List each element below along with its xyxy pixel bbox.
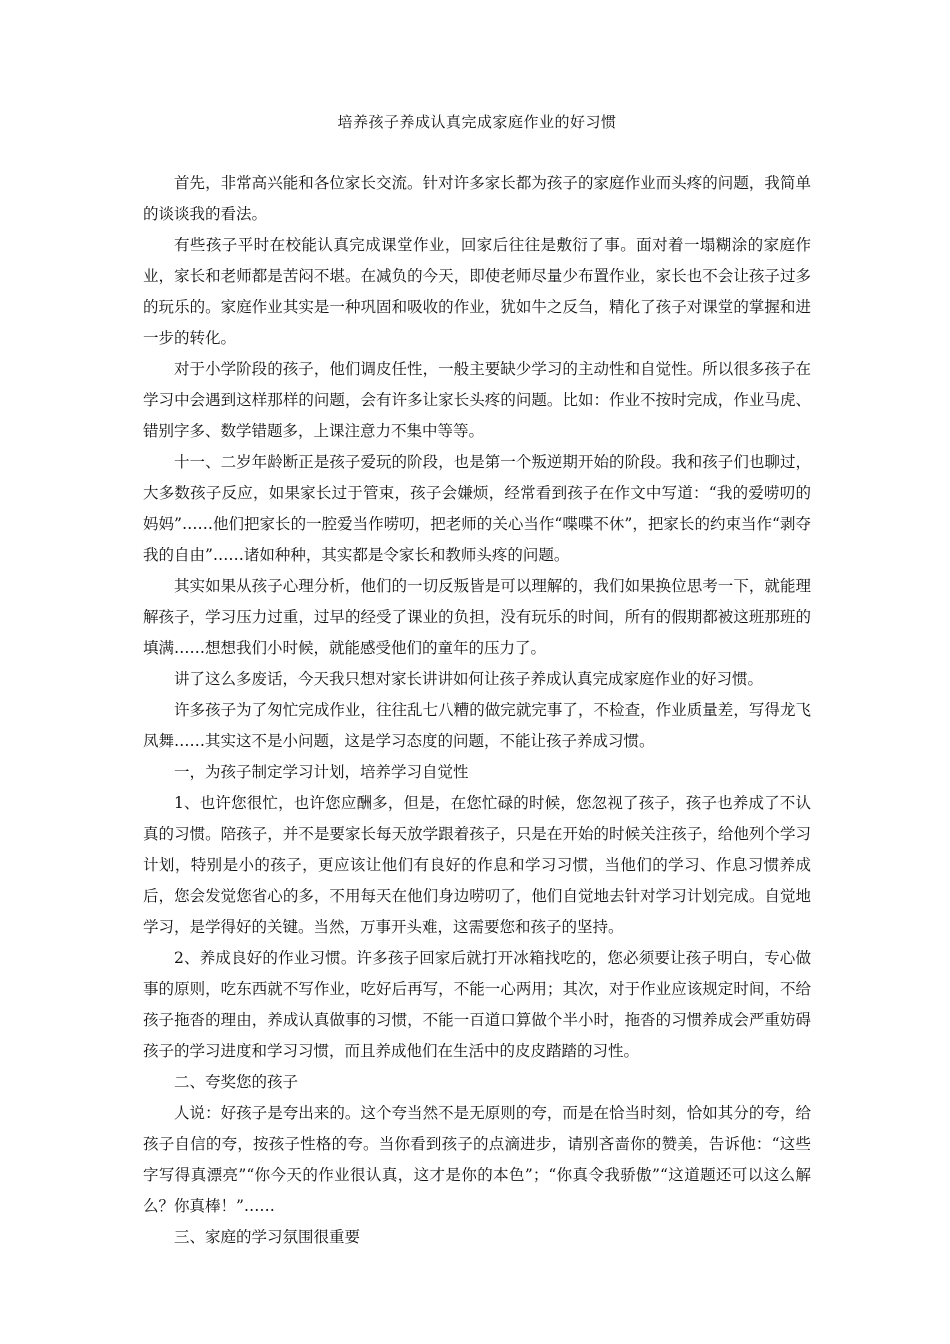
paragraph-topic: 讲了这么多废话，今天我只想对家长讲讲如何让孩子养成认真完成家庭作业的好习惯。 [174, 670, 764, 688]
paragraph-point-2: 2、养成良好的作业习惯。许多孩子回家后就打开冰箱找吃的，您必须要让孩子明白，专心做事的原则，吃东西就不写作业，吃好后再写，不能一心两用；其次，对于作业应该规定时间，不给孩子拖沓的理由，养成认真做事的习惯，不能一百道口算做个半小时，拖沓的习惯养成会严重妨碍孩子的学习进度和学习习惯，而且养成他们在生活中的皮皮踏踏的习性。 [143, 949, 811, 1060]
paragraph-praise: 人说：好孩子是夸出来的。这个夸当然不是无原则的夸，而是在恰当时刻，恰如其分的夸，给孩子自信的夸，按孩子性格的夸。当你看到孩子的点滴进步，请别吝啬你的赞美，告诉他：“这些字写得真漂亮”“你今天的作业很认真，这才是你的本色”；“你真令我骄傲”“这道题还可以这么解么？你真棒！”…… [143, 1104, 811, 1215]
paragraph-homework-attitude: 有些孩子平时在校能认真完成课堂作业，回家后往往是敷衍了事。面对着一塌糊涂的家庭作业，家长和老师都是苦闷不堪。在减负的今天，即使老师尽量少布置作业，家长也不会让孩子过多的玩乐的。家庭作业其实是一种巩固和吸收的作业，犹如牛之反刍，精化了孩子对课堂的掌握和进一步的转化。 [143, 236, 811, 347]
paragraph-psychology: 其实如果从孩子心理分析，他们的一切反叛皆是可以理解的，我们如果换位思考一下，就能理解孩子，学习压力过重，过早的经受了课业的负担，没有玩乐的时间，所有的假期都被这班那班的填满……想想我们小时候，就能感受他们的童年的压力了。 [143, 577, 811, 657]
paragraph-hasty-work: 许多孩子为了匆忙完成作业，往往乱七八糟的做完就完事了，不检查，作业质量差，写得龙飞凤舞……其实这不是小问题，这是学习态度的问题，不能让孩子养成习惯。 [143, 701, 811, 750]
section-heading-3: 三、家庭的学习氛围很重要 [174, 1228, 361, 1246]
paragraph-intro: 首先，非常高兴能和各位家长交流。针对许多家长都为孩子的家庭作业而头疼的问题，我简单的谈谈我的看法。 [143, 174, 811, 223]
paragraph-primary-school: 对于小学阶段的孩子，他们调皮任性，一般主要缺少学习的主动性和自觉性。所以很多孩子在学习中会遇到这样那样的问题，会有许多让家长头疼的问题。比如：作业不按时完成，作业马虎、错别字多、数学错题多，上课注意力不集中等等。 [143, 360, 811, 440]
section-heading-2: 二、夸奖您的孩子 [174, 1073, 299, 1091]
section-heading-1: 一，为孩子制定学习计划，培养学习自觉性 [174, 763, 469, 781]
paragraph-rebellious-age: 十一、二岁年龄断正是孩子爱玩的阶段，也是第一个叛逆期开始的阶段。我和孩子们也聊过，大多数孩子反应，如果家长过于管束，孩子会嫌烦，经常看到孩子在作文中写道：“我的爱唠叨的妈妈”……他们把家长的一腔爱当作唠叨，把老师的关心当作“喋喋不休”，把家长的约束当作“剥夺我的自由”……诸如种种，其实都是令家长和教师头疼的问题。 [143, 453, 811, 564]
document-title: 培养孩子养成认真完成家庭作业的好习惯 [337, 113, 617, 131]
document-page [143, 112, 811, 1253]
paragraph-point-1: 1、也许您很忙，也许您应酬多，但是，在您忙碌的时候，您忽视了孩子，孩子也养成了不认真的习惯。陪孩子，并不是要家长每天放学跟着孩子，只是在开始的时候关注孩子，给他列个学习计划，特别是小的孩子，更应该让他们有良好的作息和学习习惯，当他们的学习、作息习惯养成后，您会发觉您省心的多，不用每天在他们身边唠叨了，他们自觉地去针对学习计划完成。自觉地学习，是学得好的关键。当然，万事开头难，这需要您和孩子的坚持。 [143, 794, 811, 936]
